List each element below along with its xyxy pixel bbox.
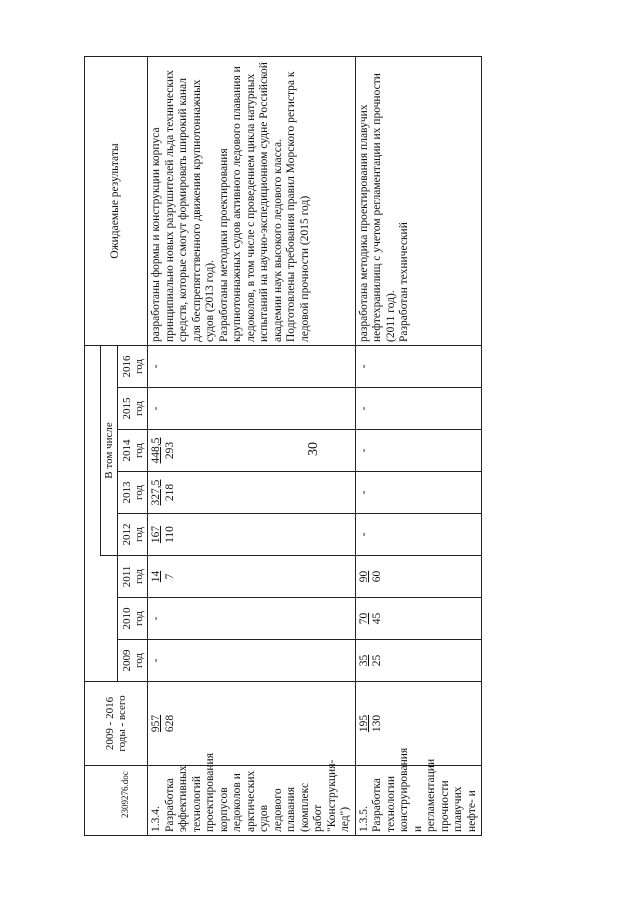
year-value: 327,5 (150, 479, 162, 506)
year-value: - (357, 448, 370, 453)
year-cell (148, 388, 356, 430)
year-value: 70 (357, 612, 370, 625)
year-cell (148, 514, 356, 556)
row-name: 1.3.5. Разработка технологии конструирования и регламентации прочности плавучих нефте- и (355, 766, 482, 836)
year-value-sub: 218 (163, 483, 176, 502)
year-cell (355, 640, 482, 682)
year-cell (355, 430, 482, 472)
header-group: В том числе (101, 346, 118, 556)
header-year-2012: 2012 год (118, 514, 148, 556)
year-value-sub: 25 (371, 654, 383, 667)
total-amount: 957 (150, 714, 162, 733)
total-amount-sub: 628 (163, 714, 176, 733)
year-value: - (357, 406, 370, 411)
header-year-2010: 2010 год (118, 598, 148, 640)
total-amount: 195 (357, 714, 370, 733)
header-row-1 (85, 57, 101, 836)
header-year-2011: 2011 год (118, 556, 148, 598)
year-cell (355, 472, 482, 514)
year-cell (148, 430, 356, 472)
year-value-sub: 110 (163, 526, 176, 543)
header-total: 2009 - 2016 годы - всего (85, 682, 148, 766)
table-row (355, 57, 482, 836)
header-year-2009: 2009 год (118, 640, 148, 682)
year-value: 167 (150, 525, 162, 544)
page-number: 30 (306, 442, 321, 456)
year-cell (148, 640, 356, 682)
year-value: - (150, 364, 162, 369)
year-cell (148, 472, 356, 514)
year-value: - (150, 616, 162, 621)
year-value: - (357, 532, 370, 537)
year-cell (355, 556, 482, 598)
year-cell (148, 556, 356, 598)
year-value-sub: 7 (163, 573, 176, 580)
header-years-top (85, 346, 101, 682)
year-value: 90 (357, 570, 370, 583)
row-result: разработана методика проектирования плавучих нефтехранилищ с учетом регламентации их прочности (2011 год). Разработан технический (355, 57, 482, 346)
header-name-cell (85, 766, 148, 836)
year-value: - (150, 658, 162, 663)
year-cell (148, 598, 356, 640)
table-row (148, 57, 356, 836)
year-cell (355, 598, 482, 640)
header-year-2015: 2015 год (118, 388, 148, 430)
header-year-2013: 2013 год (118, 472, 148, 514)
year-value: 35 (357, 654, 370, 667)
header-year-2014: 2014 год (118, 430, 148, 472)
results-table (84, 56, 482, 836)
header-blank (101, 556, 118, 682)
results-table-sheet (84, 56, 581, 836)
year-value: 14 (150, 570, 162, 583)
year-value-sub: 293 (163, 441, 176, 460)
total-amount-sub: 130 (371, 714, 383, 733)
header-results: Ожидаемые результаты (85, 57, 148, 346)
year-value-sub: 45 (371, 612, 383, 625)
year-value-sub: 60 (371, 570, 383, 583)
year-cell (355, 346, 482, 388)
row-total (148, 682, 356, 766)
row-total (355, 682, 482, 766)
year-cell (355, 514, 482, 556)
year-value: 448,5 (150, 437, 162, 464)
year-cell (148, 346, 356, 388)
row-name: 1.3.4. Разработка эффективных технологий проектирования корпусов ледоколов и арктических судов ледового плавания (комплекс работ "Конструкция-лед") (148, 766, 356, 836)
year-value: - (357, 364, 370, 369)
year-value: - (150, 406, 162, 411)
document-id: 2309276.doc (120, 771, 130, 818)
row-result: разработаны формы и конструкции корпуса принципиально новых разрушителей льда технических средств, которые смогут формировать широкий канал для беспрепятственного движения крупнотоннажных судов (2013 год). Разработаны методики проектирования крупнотоннажных судов активного ледового плавания и ледоколов, в том числе с проведением цикла натурных испытаний на научно-экспедиционном судне Российской академии наук высокого ледового класса. Подготовлены требования правил Морского регистра к ледовой прочности (2015 год) (148, 57, 356, 346)
year-value: - (357, 490, 370, 495)
header-year-2016: 2016 год (118, 346, 148, 388)
year-cell (355, 388, 482, 430)
